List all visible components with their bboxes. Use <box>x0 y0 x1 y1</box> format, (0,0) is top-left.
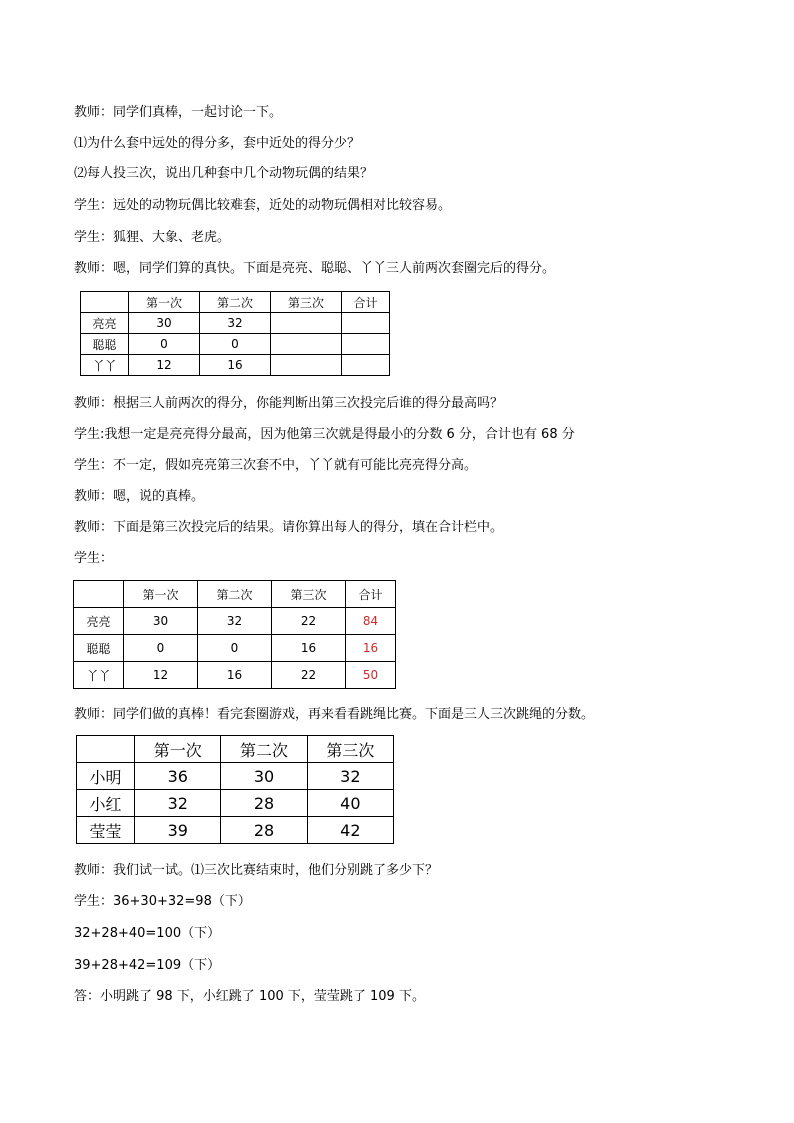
table-header-cell: 第三次 <box>271 581 345 608</box>
table-cell: 28 <box>221 790 307 817</box>
table-row <box>77 817 394 844</box>
text-line: 答：小明跳了 98 下，小红跳了 100 下，莹莹跳了 109 下。 <box>74 989 425 1004</box>
table-row <box>77 763 394 790</box>
table-cell: 12 <box>128 355 199 376</box>
table-header-cell: 第一次 <box>135 736 221 763</box>
table-header-cell: 第二次 <box>197 581 271 608</box>
text-line: 教师：嗯，说的真棒。 <box>74 489 205 504</box>
table-cell: 0 <box>197 635 271 662</box>
table-cell: 32 <box>197 608 271 635</box>
text-line: 学生： <box>74 551 114 566</box>
total-cell: 16 <box>345 635 395 662</box>
table-cell: 丫丫 <box>81 355 129 376</box>
table-header-cell: 第二次 <box>199 292 270 313</box>
table-cell: 39 <box>135 817 221 844</box>
table-cell: 28 <box>221 817 307 844</box>
table-cell: 聪聪 <box>74 635 124 662</box>
text-line: 学生：远处的动物玩偶比较难套，近处的动物玩偶相对比较容易。 <box>74 198 452 213</box>
text-line: 39+28+42=109（下） <box>74 958 221 973</box>
text-line: 教师：根据三人前两次的得分，你能判断出第三次投完后谁的得分最高吗？ <box>74 396 504 411</box>
text-line: 教师：同学们真棒，一起讨论一下。 <box>74 105 283 120</box>
table-cell: 32 <box>307 763 393 790</box>
table-row <box>77 790 394 817</box>
table-cell: 22 <box>271 662 345 689</box>
table-header-cell: 第三次 <box>270 292 341 313</box>
score-table-three-rounds <box>73 580 396 689</box>
text-line: ⑴为什么套中远处的得分多，套中近处的得分少？ <box>74 136 361 151</box>
table-row <box>74 635 396 662</box>
table-cell: 16 <box>271 635 345 662</box>
table-cell: 亮亮 <box>81 313 129 334</box>
table-cell: 丫丫 <box>74 662 124 689</box>
table-row <box>74 662 396 689</box>
text-line: 教师：我们试一试。⑴三次比赛结束时，他们分别跳了多少下？ <box>74 863 439 878</box>
text-line: 学生：36+30+32=98（下） <box>74 894 251 909</box>
table-row <box>74 608 396 635</box>
table-header-cell: 合计 <box>345 581 395 608</box>
total-cell: 84 <box>345 608 395 635</box>
table-header-row <box>77 736 394 763</box>
table-cell: 莹莹 <box>77 817 135 844</box>
table-header-cell: 第一次 <box>124 581 198 608</box>
text-line: 32+28+40=100（下） <box>74 926 221 941</box>
table-cell: 32 <box>135 790 221 817</box>
table-row <box>81 334 390 355</box>
table-cell: 30 <box>124 608 198 635</box>
text-line: 学生：不一定，假如亮亮第三次套不中，丫丫就有可能比亮亮得分高。 <box>74 458 478 473</box>
table-row <box>81 355 390 376</box>
text-line: 教师：同学们做的真棒！看完套圈游戏，再来看看跳绳比赛。下面是三人三次跳绳的分数。 <box>74 707 595 722</box>
table-cell <box>270 313 341 334</box>
table-header-cell: 第二次 <box>221 736 307 763</box>
table-cell: 0 <box>128 334 199 355</box>
text-line: ⑵每人投三次，说出几种套中几个动物玩偶的结果？ <box>74 166 374 181</box>
table-cell: 小红 <box>77 790 135 817</box>
table-header-cell: 第三次 <box>307 736 393 763</box>
table-header-row <box>81 292 390 313</box>
table-cell: 30 <box>128 313 199 334</box>
table-cell <box>341 313 389 334</box>
total-cell: 50 <box>345 662 395 689</box>
table-cell <box>341 334 389 355</box>
table-row <box>81 313 390 334</box>
table-cell: 0 <box>124 635 198 662</box>
table-cell: 0 <box>199 334 270 355</box>
table-cell <box>270 334 341 355</box>
text-line: 教师：嗯，同学们算的真快。下面是亮亮、聪聪、丫丫三人前两次套圈完后的得分。 <box>74 261 556 276</box>
table-cell: 32 <box>199 313 270 334</box>
table-cell: 42 <box>307 817 393 844</box>
table-cell: 小明 <box>77 763 135 790</box>
table-cell <box>341 355 389 376</box>
text-line: 学生:我想一定是亮亮得分最高，因为他第三次就是得最小的分数 6 分，合计也有 68 分 <box>74 427 575 442</box>
text-line: 教师：下面是第三次投完后的结果。请你算出每人的得分，填在合计栏中。 <box>74 520 504 535</box>
text-line: 学生：狐狸、大象、老虎。 <box>74 230 231 245</box>
table-header-cell <box>81 292 129 313</box>
table-cell: 亮亮 <box>74 608 124 635</box>
table-cell: 聪聪 <box>81 334 129 355</box>
table-cell: 40 <box>307 790 393 817</box>
table-cell: 30 <box>221 763 307 790</box>
jump-rope-table <box>76 735 394 844</box>
table-header-cell: 第一次 <box>128 292 199 313</box>
table-header-cell <box>74 581 124 608</box>
table-header-row <box>74 581 396 608</box>
table-cell: 36 <box>135 763 221 790</box>
table-cell: 12 <box>124 662 198 689</box>
table-header-cell <box>77 736 135 763</box>
table-cell: 22 <box>271 608 345 635</box>
table-cell: 16 <box>197 662 271 689</box>
table-cell <box>270 355 341 376</box>
score-table-two-rounds <box>80 291 390 376</box>
table-cell: 16 <box>199 355 270 376</box>
table-header-cell: 合计 <box>341 292 389 313</box>
